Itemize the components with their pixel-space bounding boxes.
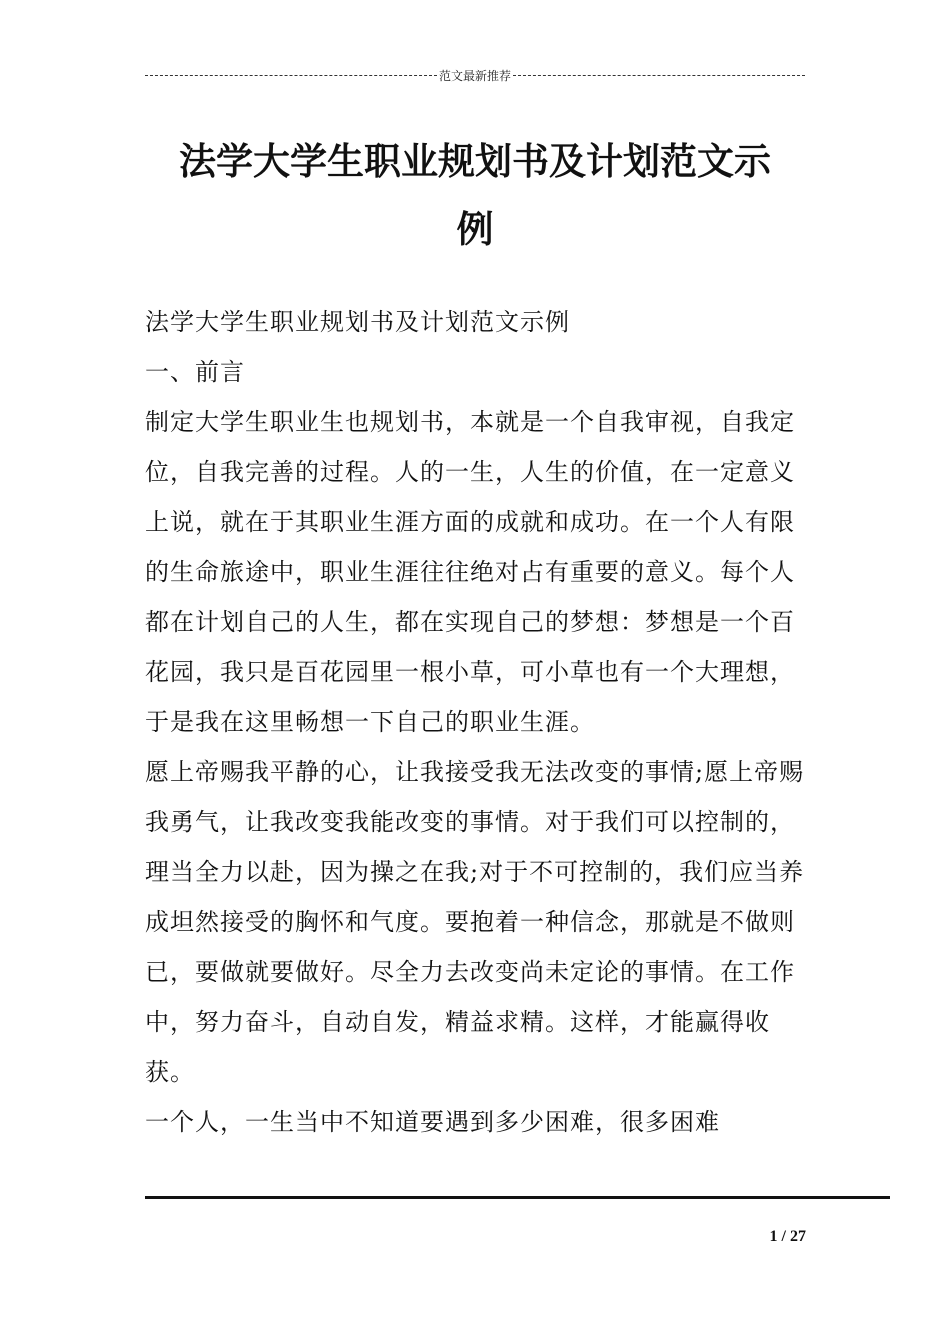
header-dash-right [513,75,805,76]
document-title [145,128,805,264]
header-label: 范文最新推荐 [439,68,512,83]
body-paragraph: 一个人，一生当中不知道要遇到多少困难，很多困难 [145,1108,720,1136]
subtitle-paragraph: 法学大学生职业规划书及计划范文示例 [145,308,570,336]
title-line-1: 法学大学生职业规划书及计划范文示 [179,140,771,183]
page-header [145,67,805,83]
page-number: 1 / 27 [769,1228,806,1245]
header-dash-left [145,75,437,76]
title-line-2: 例 [456,208,494,251]
document-body [145,297,813,1147]
body-paragraph: 愿上帝赐我平静的心，让我接受我无法改变的事情;愿上帝赐我勇气，让我改变我能改变的事情。对于我们可以控制的，理当全力以赴，因为操之在我;对于不可控制的，我们应当养成坦然接受的胸怀和气度。要抱着一种信念，那就是不做则已，要做就要做好。尽全力去改变尚未定论的事情。在工作中，努力奋斗，自动自发，精益求精。这样，才能赢得收获。 [145,758,805,1086]
section-heading: 一、前言 [145,358,245,386]
body-paragraph: 制定大学生职业生也规划书，本就是一个自我审视，自我定位，自我完善的过程。人的一生，人生的价值，在一定意义上说，就在于其职业生涯方面的成就和成功。在一个人有限的生命旅途中，职业生涯往往绝对占有重要的意义。每个人都在计划自己的人生，都在实现自己的梦想：梦想是一个百花园，我只是百花园里一根小草，可小草也有一个大理想，于是我在这里畅想一下自己的职业生涯。 [145,408,795,736]
footer-rule [145,1196,890,1199]
